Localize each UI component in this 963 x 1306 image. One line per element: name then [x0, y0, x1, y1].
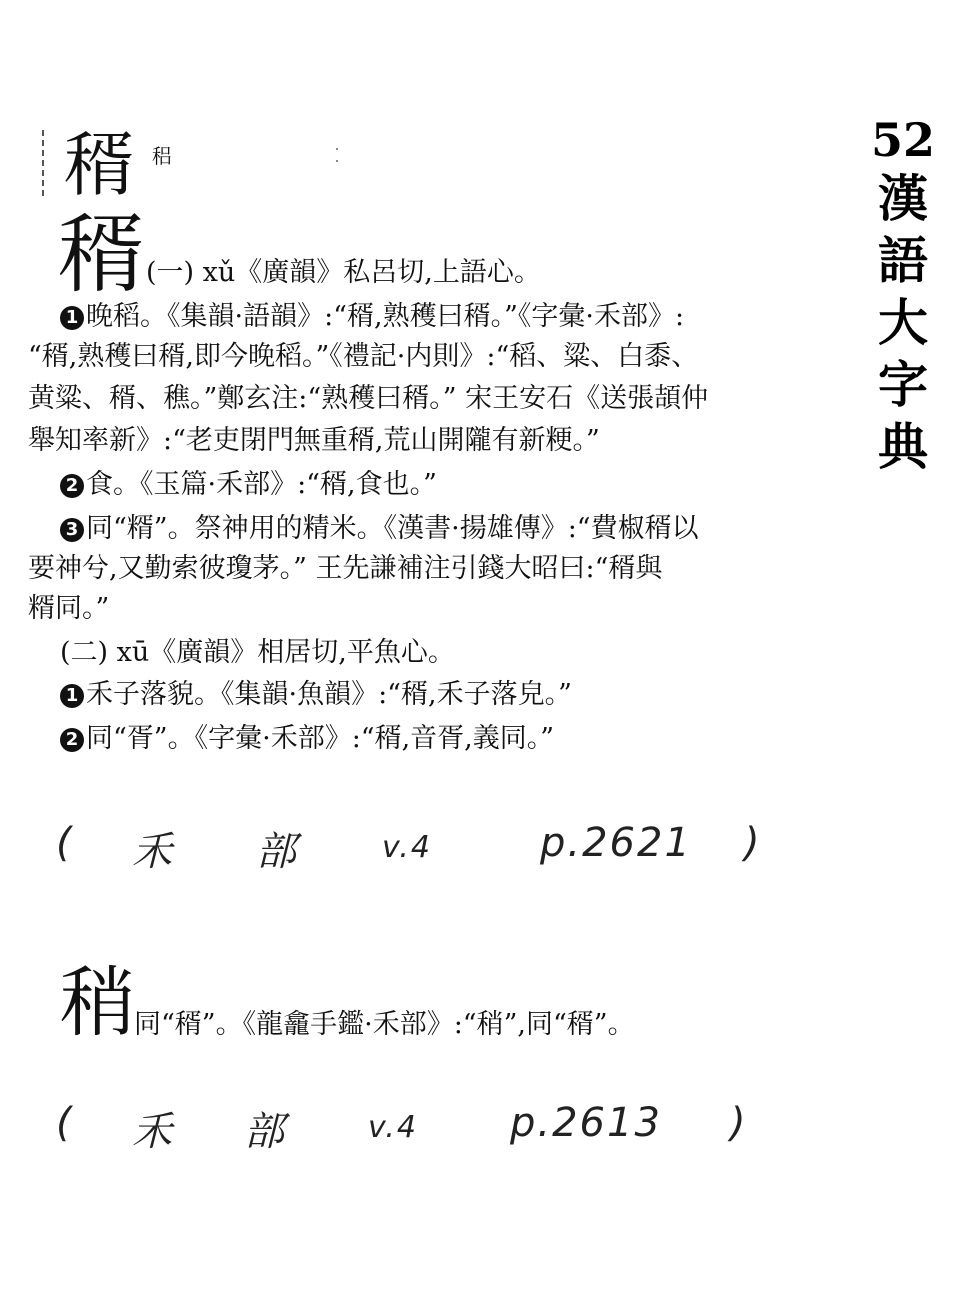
- sense-number: 2: [60, 474, 84, 498]
- sense-text: 同“胥”。《字彙·禾部》:“稰,音胥,義同。”: [86, 723, 555, 754]
- sense-line: 舉知率新》:“老吏閉門無重稰,荒山開隴有新粳。”: [28, 425, 600, 456]
- note-paren-close: ): [730, 1100, 748, 1146]
- sense-number: 1: [60, 684, 84, 708]
- reading-one: (一) xǔ《廣韻》私呂切,上語心。: [146, 257, 541, 288]
- sense-text: 禾子落貌。《集韻·魚韻》:“稰,禾子落皃。”: [86, 679, 572, 710]
- note-volume: v.4: [382, 830, 432, 865]
- sense-number: 3: [60, 518, 84, 542]
- sense-text: 同“糈”。祭神用的精米。《漢書·揚雄傳》:“費椒稰以: [86, 513, 699, 544]
- title-char: 大: [878, 293, 928, 352]
- sense-line: [60, 468, 437, 502]
- title-char: 典: [878, 417, 928, 476]
- headword-second: 稍: [60, 958, 136, 1047]
- sense-line: 黄粱、稰、穛。”鄭玄注:“熟穫曰稰。” 宋王安石《送張頡仲: [28, 383, 709, 414]
- sense-line: 要神兮,又勤索彼瓊茅。” 王先謙補注引錢大昭曰:“稰與: [28, 553, 663, 584]
- sense-line: [60, 300, 684, 334]
- note-bu: 部: [256, 829, 298, 875]
- note-radical: 禾: [132, 1109, 174, 1155]
- handwritten-note: [0, 1100, 963, 1160]
- title-char: 漢: [878, 169, 928, 228]
- sense-line: “稰,熟穫曰稰,即今晚稻。”《禮記·内則》:“稻、粱、白黍、: [28, 341, 699, 372]
- handwritten-note: [0, 820, 963, 880]
- note-page: p.2613: [510, 1100, 662, 1146]
- note-radical: 禾: [132, 829, 174, 875]
- headword-main: 稰: [58, 205, 144, 305]
- sense-text: 食。《玉篇·禾部》:“稰,食也。”: [86, 469, 437, 500]
- note-bu: 部: [244, 1109, 286, 1155]
- margin-mark: [42, 130, 46, 196]
- headword-variant: 稆: [152, 144, 172, 168]
- note-page: p.2621: [540, 820, 692, 866]
- sense-number: 1: [60, 306, 84, 330]
- scan-dot: [336, 160, 338, 162]
- note-paren-open: (: [56, 1100, 74, 1146]
- headword-small: 稰: [64, 124, 134, 206]
- sense-line: [60, 512, 699, 546]
- sense-line: [60, 678, 572, 712]
- volume-number: 52: [870, 113, 935, 167]
- note-paren-open: (: [56, 820, 74, 866]
- note-volume: v.4: [368, 1110, 418, 1145]
- scan-dot: [336, 148, 338, 150]
- sense-line: [60, 722, 554, 756]
- title-char: 字: [878, 355, 928, 414]
- reading-two: (二) xū《廣韻》相居切,平魚心。: [60, 637, 455, 668]
- sense-line: 糈同。”: [28, 593, 110, 624]
- title-char: 語: [878, 231, 928, 290]
- sense-text: 晚稻。《集韻·語韻》:“稰,熟穫曰稰。”《字彙·禾部》:: [86, 301, 685, 332]
- entry-text: 同“稰”。《龍龕手鑑·禾部》:“稍”,同“稰”。: [134, 1009, 635, 1040]
- dictionary-title: [868, 112, 938, 478]
- note-paren-close: ): [744, 820, 762, 866]
- sense-number: 2: [60, 728, 84, 752]
